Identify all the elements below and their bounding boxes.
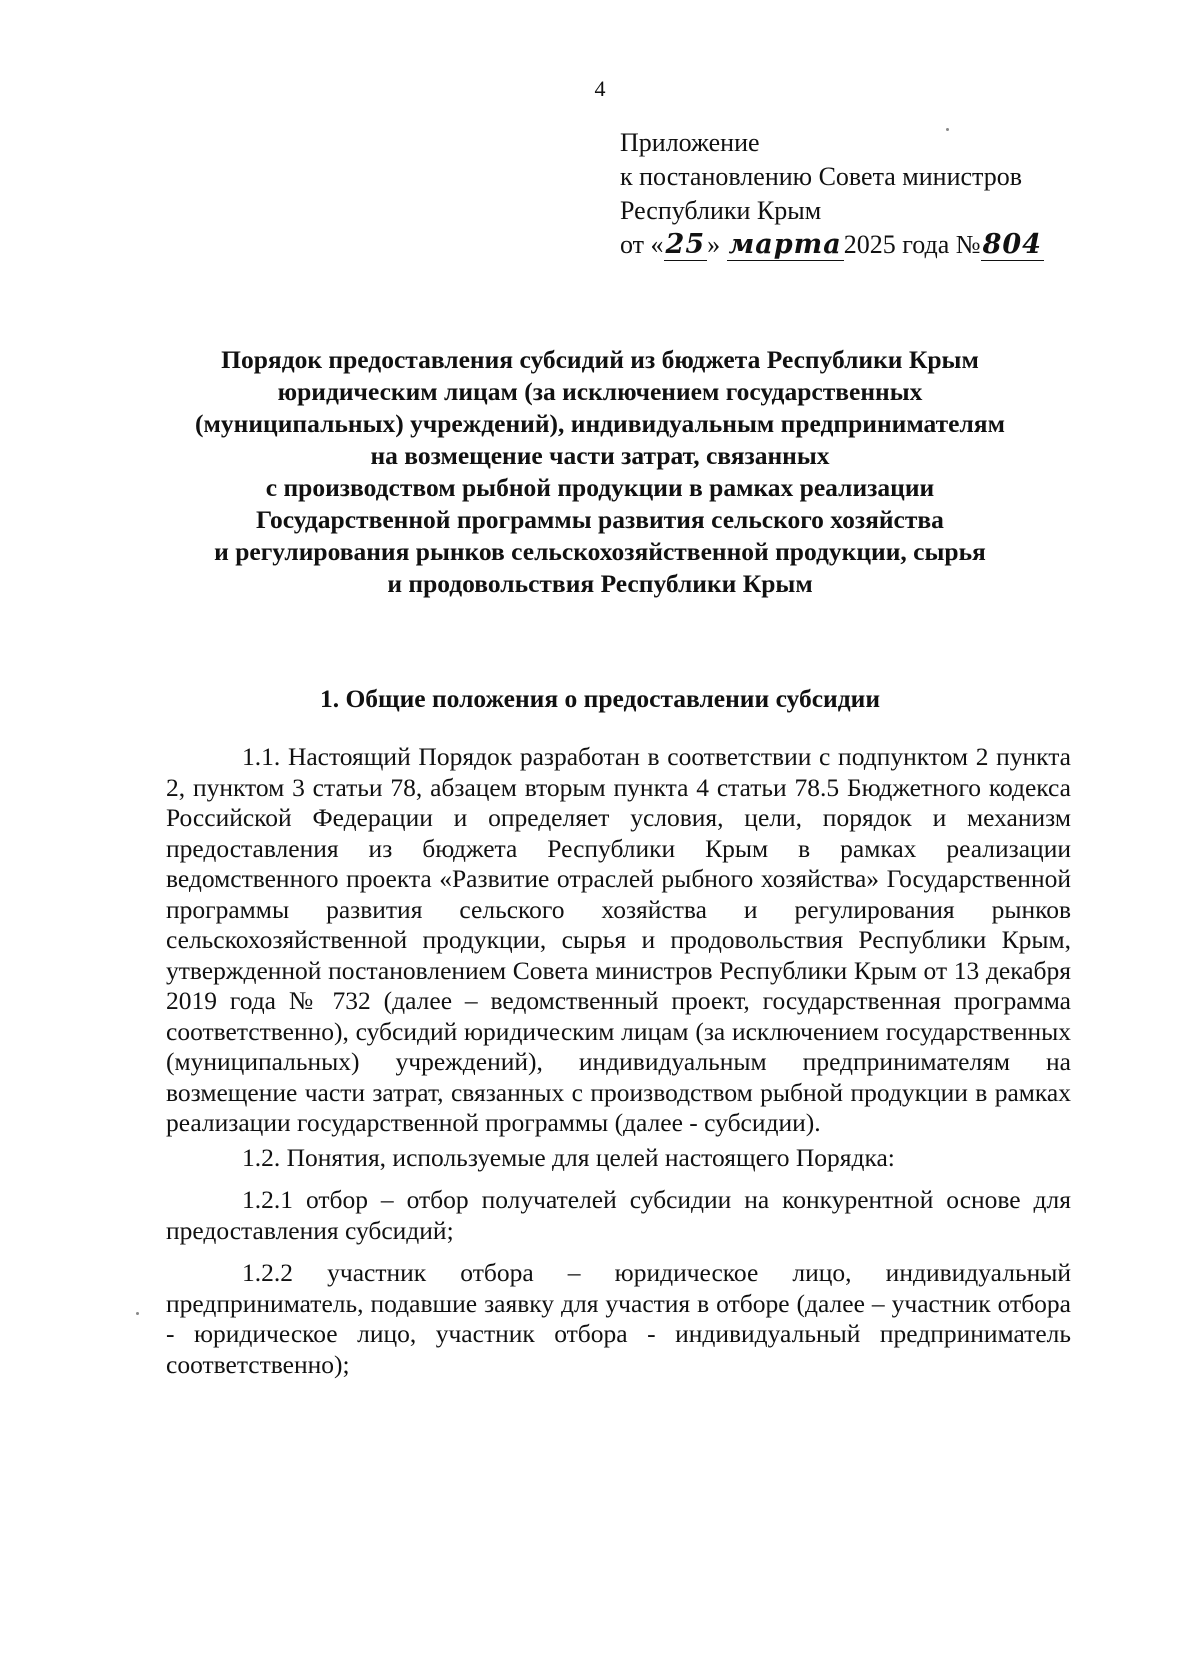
section-heading: 1. Общие положения о предоставлении субсидии [319, 684, 881, 713]
handwritten-month: марта [728, 229, 842, 260]
paragraph-1-1: 1.1. Настоящий Порядок разработан в соответствии с подпунктом 2 пункта 2, пунктом 3 статьи 78, абзацем вторым пункта 4 статьи 78.5 Бюджетного кодекса Российской Федерации и определяет условия, цели, порядок и механизм предоставления из бюджета Республики Крым в рамках реализации ведомственного проекта «Развитие отраслей рыбного хозяйства» Государственной программы развития сельского хозяйства и регулирования рынков сельскохозяйственной продукции, сырья и продовольствия Республики Крым, утвержденной постановлением Совета министров Республики Крым от 13 декабря 2019 года № 732 (далее – ведомственный проект, государственная программа соответственно), субсидий юридическим лицам (за исключением государственных (муниципальных) учреждений), индивидуальным предпринимателям на возмещение части затрат, связанных с производством рыбной продукции в рамках реализации государственной программы (далее - субсидии). [166, 742, 1071, 1137]
page-number: 4 [594, 76, 606, 101]
scan-speck [136, 1312, 139, 1315]
title-line: Порядок предоставления субсидий из бюджета Республики Крым [221, 345, 979, 374]
handwritten-day: 25 [665, 229, 706, 260]
title-line: (муниципальных) учреждений), индивидуальным предпринимателям [195, 409, 1005, 438]
title-line: юридическим лицам (за исключением государственных [277, 377, 923, 406]
date-prefix: от « [620, 230, 664, 259]
appendix-header [620, 126, 1090, 262]
title-line: с производством рыбной продукции в рамках реализации [265, 473, 935, 502]
title-line: Государственной программы развития сельского хозяйства [256, 505, 944, 534]
title-line: и регулирования рынков сельскохозяйственной продукции, сырья [214, 537, 986, 566]
paragraph-1-2: 1.2. Понятия, используемые для целей настоящего Порядка: [242, 1142, 895, 1172]
paragraph-1-2-1: 1.2.1 отбор – отбор получателей субсидии на конкурентной основе для предоставления субсидий; [166, 1185, 1071, 1245]
date-quote-close: » [707, 230, 721, 259]
handwritten-number: 804 [982, 229, 1042, 260]
date-year-text: 2025 года № [843, 230, 981, 259]
appendix-title: Приложение [620, 128, 760, 157]
document-title [120, 344, 1080, 600]
document-body [166, 742, 1071, 1380]
title-line: на возмещение части затрат, связанных [370, 441, 830, 470]
appendix-date-line [620, 228, 1090, 262]
paragraph-1-2-2: 1.2.2 участник отбора – юридическое лицо, индивидуальный предприниматель, подавшие заявку для участия в отборе (далее – участник отбора - юридическое лицо, участник отбора - индивидуальный предприниматель соответственно); [166, 1258, 1071, 1379]
appendix-decree-line: к постановлению Совета министров [620, 162, 1022, 191]
title-line: и продовольствия Республики Крым [387, 569, 813, 598]
scan-speck [946, 128, 949, 131]
appendix-republic-line: Республики Крым [620, 196, 822, 225]
